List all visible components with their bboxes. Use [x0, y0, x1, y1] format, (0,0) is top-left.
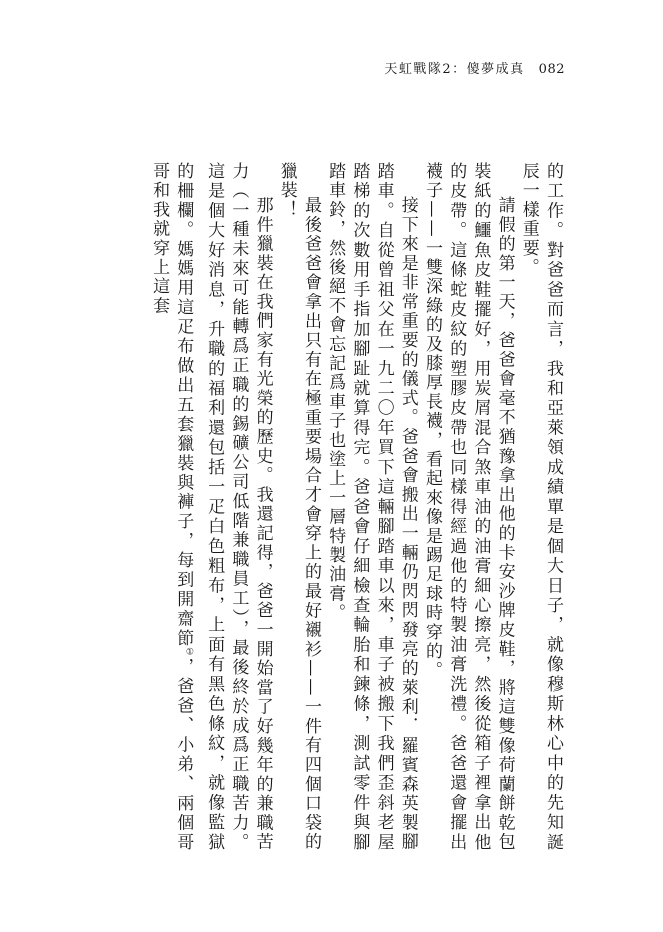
vertical-body-text: [65, 162, 565, 852]
paragraph-bicycle-ritual: 接下來是非常重要的儀式。爸爸會搬出一輛仍閃閃發亮的萊利．羅賓森英製腳踏車。自從曾祖父在一九二〇年買下這輛腳踏車以來，車子被搬下我們歪斜老屋踏梯的次數用手指加腳趾就算得完。爸爸會仔細檢查輪胎和鍊條，測試零件與腳踏車鈴，然後絕不會忘記爲車子也塗上一層特製油膏。: [325, 162, 418, 852]
paragraph-hunting-jacket-history: [147, 162, 275, 852]
footnote-marker[interactable]: ①: [185, 648, 194, 658]
paragraph-continued: 的工作。對爸爸而言，我和亞萊領成績單是個大日子，就像穆斯林心中的先知誕辰一樣重要。: [518, 162, 563, 852]
book-title: 天虹戰隊2：傻夢成真: [384, 62, 525, 77]
paragraph-best-shirt: 最後爸爸會拿出只有在極重要場合才會穿上的最好襯衫——一件有四個口袋的獵裝！: [276, 162, 321, 852]
paragraph-text-part1: 那件獵裝在我們家有光榮的歷史。我還記得，爸爸一開始當了好幾年的兼職苦力（一種未來可能轉爲正職的錫礦公司低階兼職員工），最後終於成爲正職苦力。這是個大好消息，升職的福利還包括一疋白色粗布，上面有黑色條紋，就像監獄的柵欄。媽媽用這疋布做出五套獵裝與褲子，每到開齋節: [173, 162, 273, 852]
page-number: 082: [538, 62, 565, 77]
running-header: [384, 58, 565, 77]
paragraph-text-part2: ，爸爸、小弟、兩個哥哥和我就穿上這套: [149, 162, 194, 853]
paragraph-leave-day: 請假的第一天，爸爸會毫不猶豫拿出他的卡安沙牌皮鞋，將這雙像荷蘭餅乾包裝紙的鱷魚皮鞋擺好，用炭屑混合煞車油的油膏細心擦亮，然後從箱子裡拿出他的皮帶。這條蛇皮紋的塑膠皮帶也同樣得經過他的特製油膏洗禮。爸爸還會擺出襪子——一雙深綠的及膝厚長襪，看起來像是踢足球時穿的。: [421, 162, 515, 852]
